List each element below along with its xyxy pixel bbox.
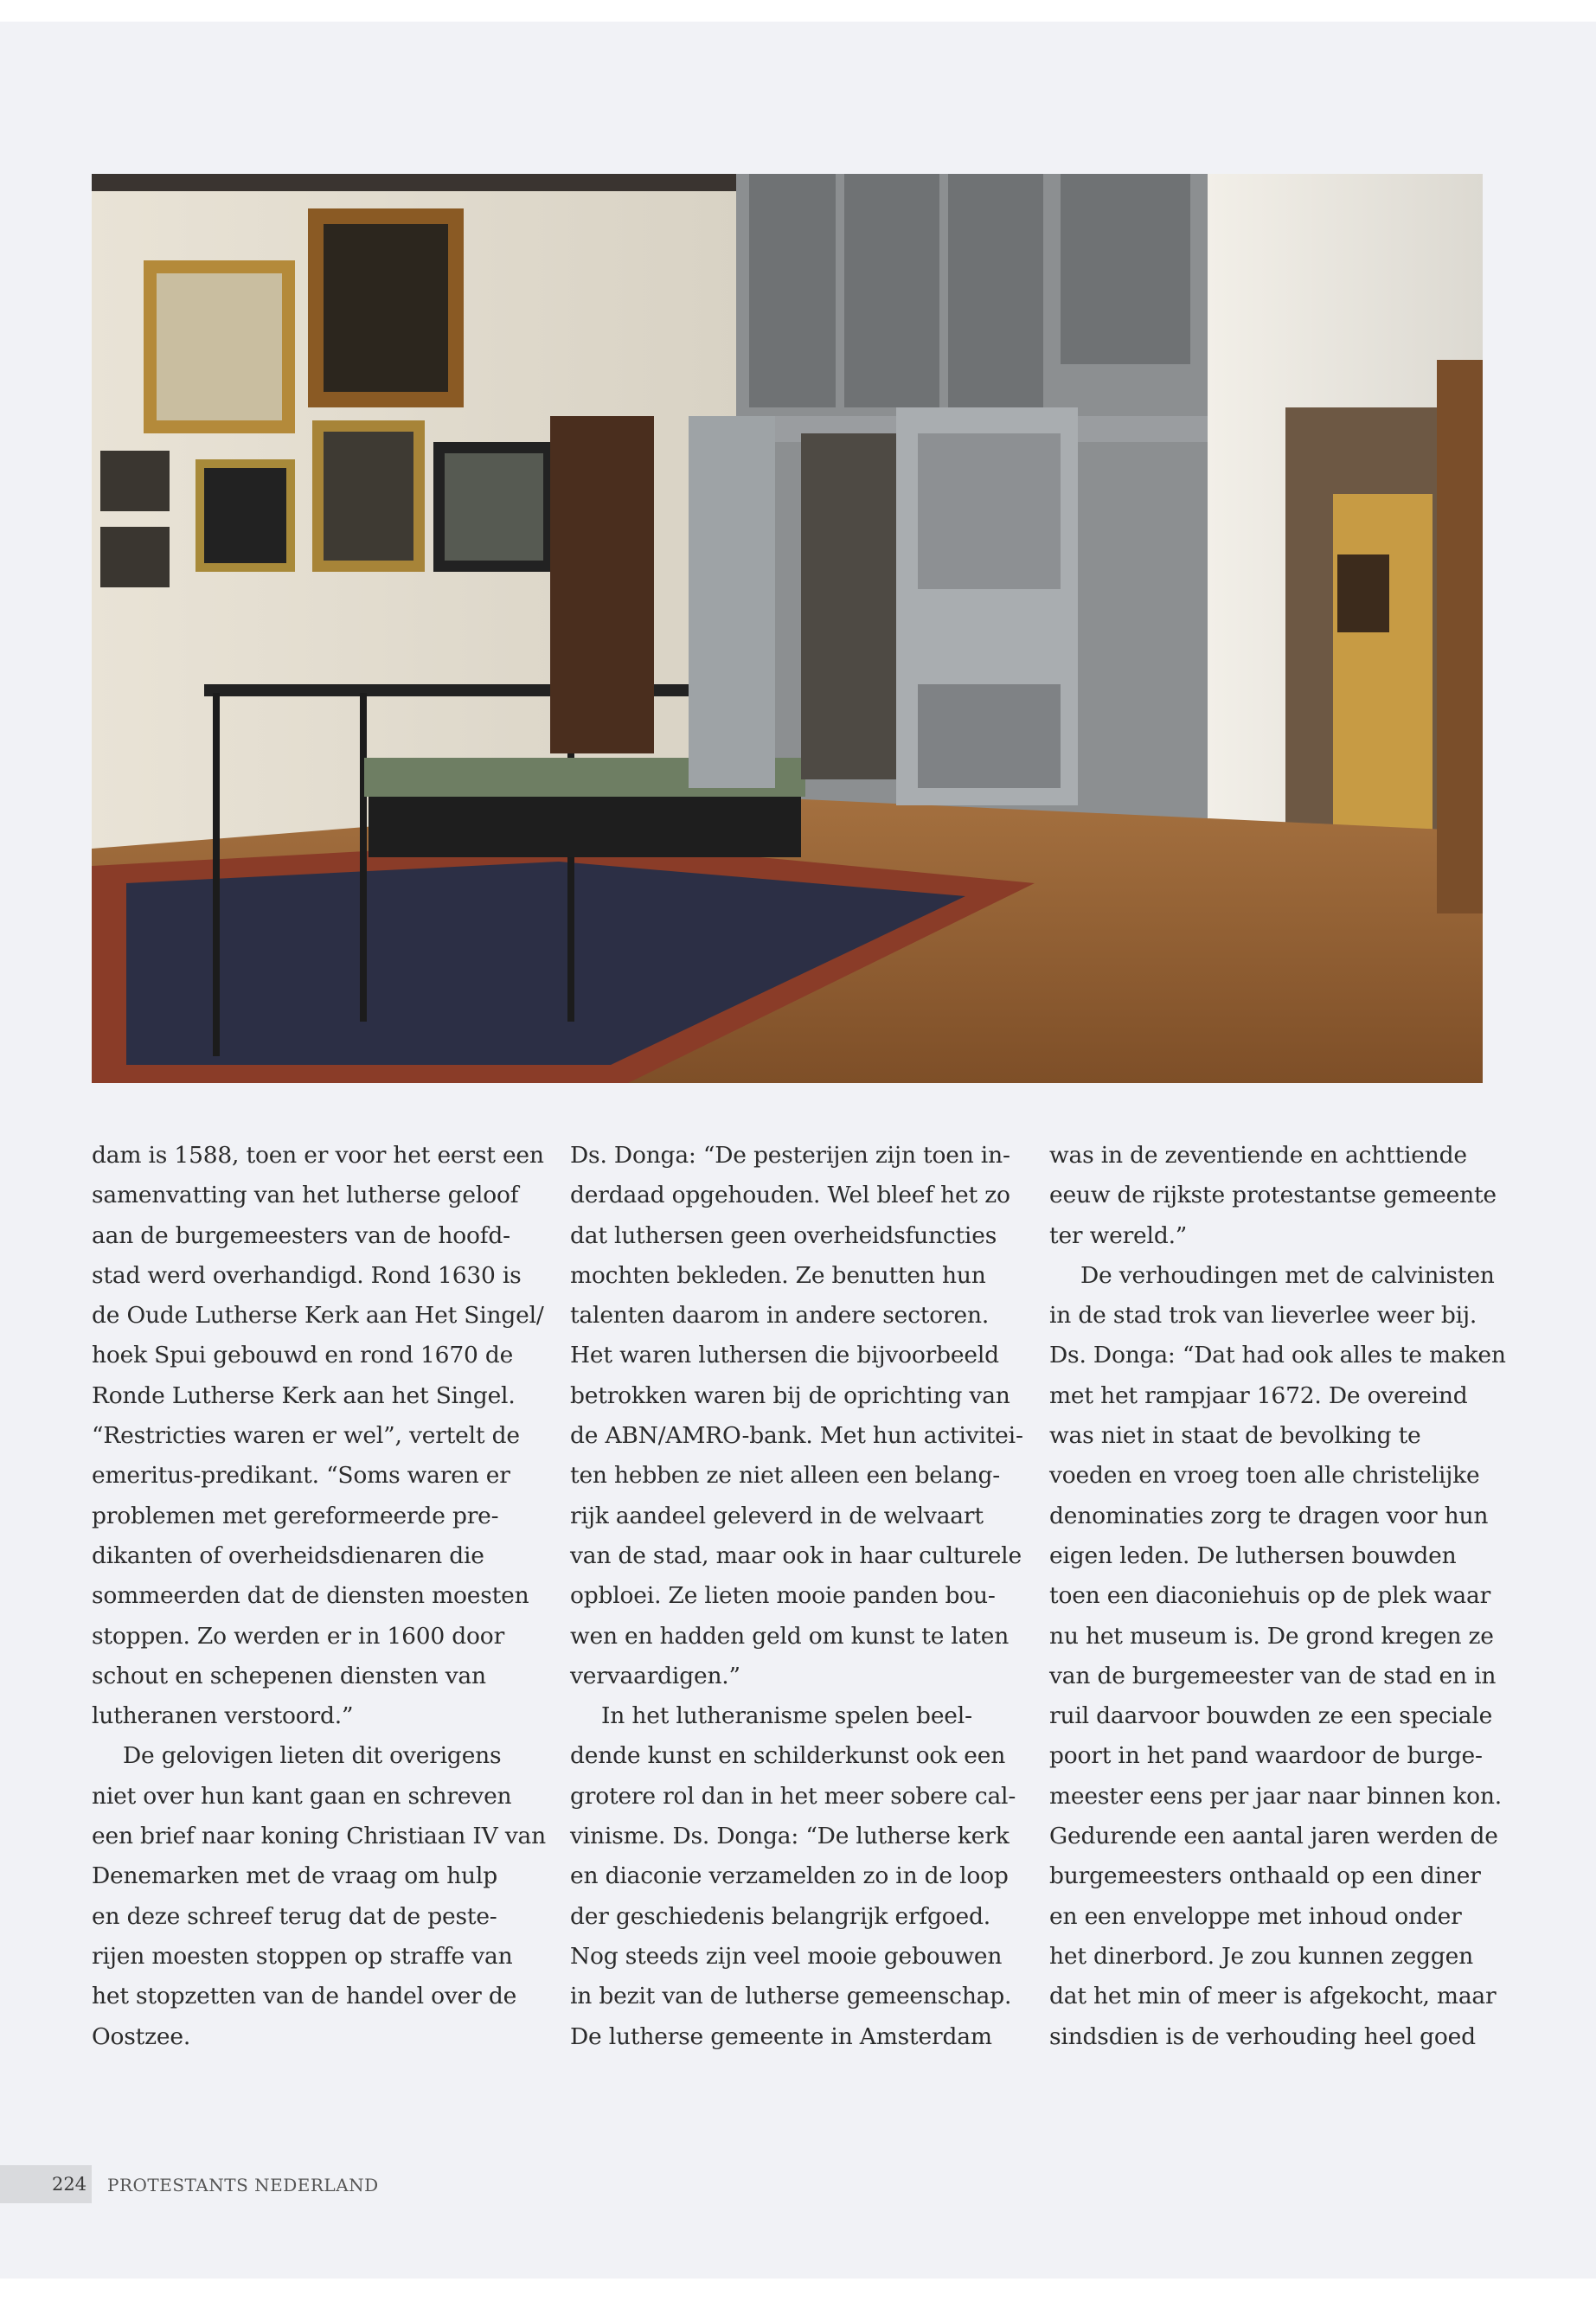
text-line: niet over hun kant gaan en schreven [92, 1782, 512, 1810]
text-line: mochten bekleden. Ze benutten hun [570, 1261, 986, 1289]
text-line: betrokken waren bij de oprichting van [570, 1381, 1010, 1409]
text-line: Gedurende een aantal jaren werden de [1049, 1823, 1498, 1850]
text-line: poort in het pand waardoor de burge- [1049, 1742, 1483, 1770]
text-line: in bezit van de lutherse gemeenschap. [570, 1983, 1012, 2010]
text-line: van de burgemeester van de stad en in [1049, 1662, 1497, 1689]
text-line: Ds. Donga: “Dat had ook alles te maken [1049, 1342, 1506, 1369]
running-title: PROTESTANTS NEDERLAND [107, 2175, 379, 2195]
text-line: ten hebben ze niet alleen een belang- [570, 1462, 1001, 1490]
text-column-2 [570, 1136, 1023, 2057]
text-line: dat het min of meer is afgekocht, maar [1049, 1983, 1497, 2010]
text-line: derdaad opgehouden. Wel bleef het zo [570, 1182, 1010, 1209]
text-line: was in de zeventiende en achttiende [1049, 1142, 1467, 1169]
article-body [92, 1136, 1506, 2070]
text-column-3 [1049, 1136, 1506, 2057]
text-line: was niet in staat de bevolking te [1049, 1422, 1421, 1450]
text-line: eeuw de rijkste protestantse gemeente [1049, 1182, 1497, 1209]
text-line: burgemeesters onthaald op een diner [1049, 1862, 1481, 1890]
text-line: grotere rol dan in het meer sobere cal- [570, 1782, 1016, 1810]
text-line: en deze schreef terug dat de peste- [92, 1902, 497, 1930]
text-line: wen en hadden geld om kunst te laten [570, 1622, 1010, 1650]
text-line: De lutherse gemeente in Amsterdam [570, 2022, 992, 2050]
bottom-margin [0, 2279, 1596, 2301]
text-line: talenten daarom in andere sectoren. [570, 1302, 990, 1330]
text-line: Ds. Donga: “De pesterijen zijn toen in- [570, 1142, 1010, 1169]
text-line: emeritus-predikant. “Soms waren er [92, 1462, 510, 1490]
text-line: de ABN/AMRO-bank. Met hun activitei- [570, 1422, 1023, 1450]
text-line: der geschiedenis belangrijk erfgoed. [570, 1902, 991, 1930]
text-line: met het rampjaar 1672. De overeind [1049, 1381, 1468, 1409]
text-line: meester eens per jaar naar binnen kon. [1049, 1782, 1503, 1810]
photo-illustration [92, 174, 1483, 1083]
text-line: sindsdien is de verhouding heel goed [1049, 2022, 1476, 2050]
text-line: en een enveloppe met inhoud onder [1049, 1902, 1462, 1930]
text-line: het dinerbord. Je zou kunnen zeggen [1049, 1942, 1473, 1970]
text-line: sommeerden dat de diensten moesten [92, 1582, 529, 1610]
text-line: ruil daarvoor bouwden ze een speciale [1049, 1702, 1493, 1730]
text-line: dam is 1588, toen er voor het eerst een [92, 1142, 544, 1169]
text-line: nu het museum is. De grond kregen ze [1049, 1622, 1494, 1650]
text-line: lutheranen verstoord.” [92, 1702, 354, 1730]
text-line: vinisme. Ds. Donga: “De lutherse kerk [570, 1823, 1010, 1850]
text-line: ter wereld.” [1049, 1221, 1188, 1249]
text-line: Denemarken met de vraag om hulp [92, 1862, 497, 1890]
text-line: rijk aandeel geleverd in de welvaart [570, 1502, 984, 1529]
text-line: De gelovigen lieten dit overigens [123, 1742, 502, 1770]
text-line: opbloei. Ze lieten mooie panden bou- [570, 1582, 996, 1610]
museum-room-photo [92, 174, 1483, 1083]
top-margin [0, 0, 1596, 22]
text-line: aan de burgemeesters van de hoofd- [92, 1221, 510, 1249]
text-line: rijen moesten stoppen op straffe van [92, 1942, 513, 1970]
text-line: eigen leden. De luthersen bouwden [1049, 1541, 1457, 1569]
text-line: Het waren luthersen die bijvoorbeeld [570, 1342, 999, 1369]
text-line: De verhoudingen met de calvinisten [1080, 1261, 1495, 1289]
text-line: dikanten of overheidsdienaren die [92, 1541, 484, 1569]
text-line: problemen met gereformeerde pre- [92, 1502, 499, 1529]
text-line: toen een diaconiehuis op de plek waar [1049, 1582, 1491, 1610]
text-line: stad werd overhandigd. Rond 1630 is [92, 1261, 522, 1289]
text-line: samenvatting van het lutherse geloof [92, 1182, 519, 1209]
text-line: voeden en vroeg toen alle christelijke [1049, 1462, 1480, 1490]
text-line: “Restricties waren er wel”, vertelt de [92, 1422, 520, 1450]
text-line: dat luthersen geen overheidsfuncties [570, 1221, 997, 1249]
text-line: en diaconie verzamelden zo in de loop [570, 1862, 1009, 1890]
text-line: schout en schepenen diensten van [92, 1662, 486, 1689]
text-line: Ronde Lutherse Kerk aan het Singel. [92, 1381, 516, 1409]
text-column-1 [92, 1136, 547, 2057]
text-line: In het lutheranisme spelen beel- [601, 1702, 972, 1730]
text-line: stoppen. Zo werden er in 1600 door [92, 1622, 505, 1650]
text-line: Oostzee. [92, 2022, 191, 2050]
text-line: de Oude Lutherse Kerk aan Het Singel/ [92, 1302, 544, 1330]
text-line: hoek Spui gebouwd en rond 1670 de [92, 1342, 514, 1369]
text-line: een brief naar koning Christiaan IV van [92, 1823, 547, 1850]
page-number: 224 [52, 2174, 87, 2195]
text-line: denominaties zorg te dragen voor hun [1049, 1502, 1489, 1529]
text-line: van de stad, maar ook in haar culturele [570, 1541, 1022, 1569]
text-line: dende kunst en schilderkunst ook een [570, 1742, 1006, 1770]
text-line: vervaardigen.” [570, 1662, 740, 1689]
text-line: in de stad trok van lieverlee weer bij. [1049, 1302, 1477, 1330]
text-line: het stopzetten van de handel over de [92, 1983, 517, 2010]
text-line: Nog steeds zijn veel mooie gebouwen [570, 1942, 1003, 1970]
